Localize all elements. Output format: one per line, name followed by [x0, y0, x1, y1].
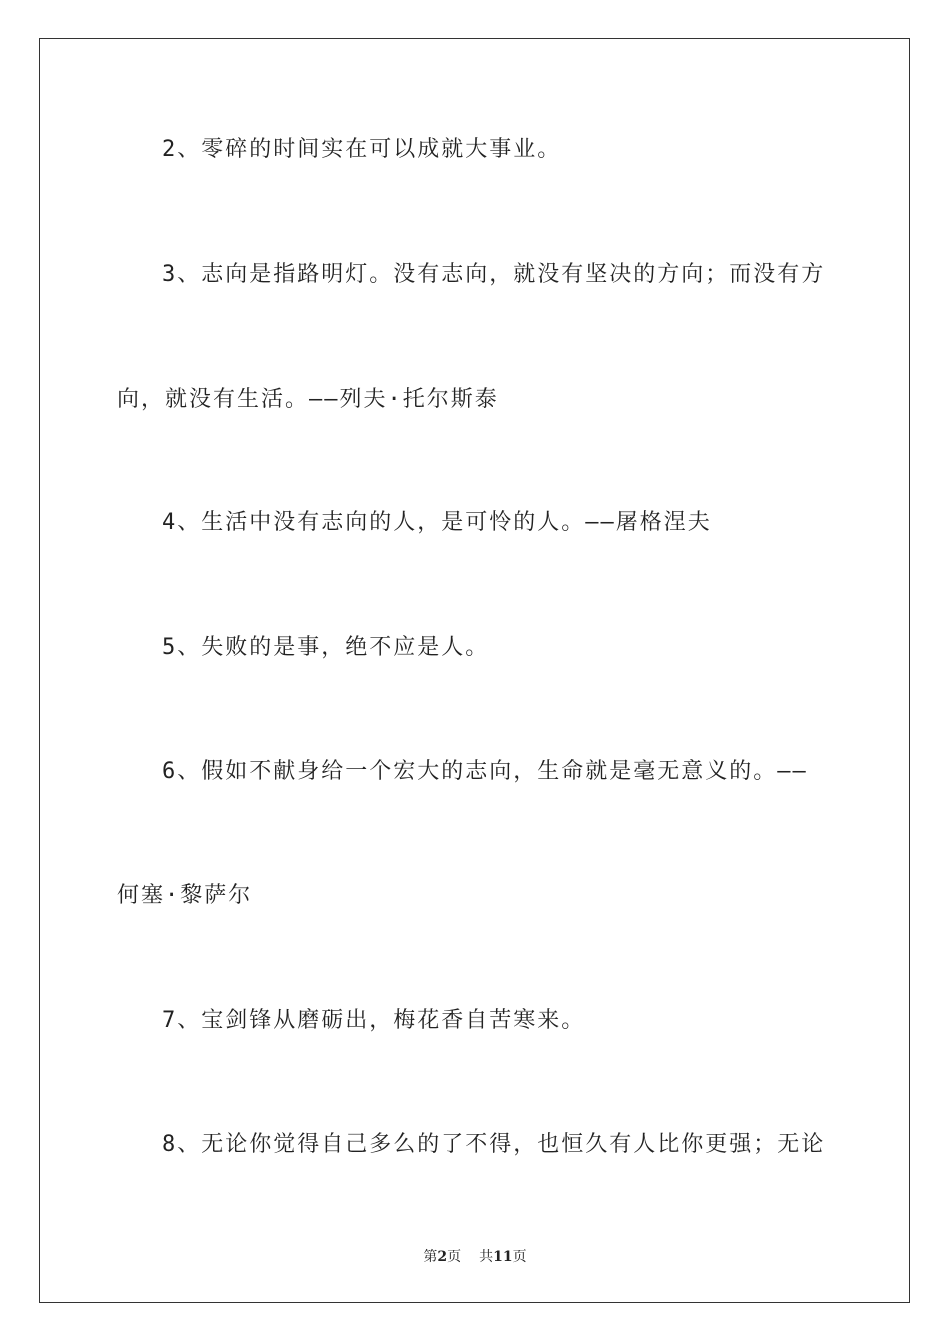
- page-suffix: 页: [447, 1249, 462, 1265]
- paragraph-line: 4、生活中没有志向的人，是可怜的人。——屠格涅夫: [162, 510, 712, 535]
- paragraph-line: 8、无论你觉得自己多么的了不得，也恒久有人比你更强；无论: [162, 1132, 826, 1157]
- total-suffix: 页: [512, 1249, 527, 1265]
- paragraph-line: 7、宝剑锋从磨砺出，梅花香自苦寒来。: [162, 1008, 586, 1033]
- paragraph-line: 2、零碎的时间实在可以成就大事业。: [162, 137, 562, 162]
- page-border: [39, 38, 910, 1303]
- page-number: 2: [437, 1249, 448, 1265]
- total-prefix: 共: [479, 1249, 494, 1265]
- paragraph-line: 3、志向是指路明灯。没有志向，就没有坚决的方向；而没有方: [162, 262, 826, 287]
- paragraph-line: 6、假如不献身给一个宏大的志向，生命就是毫无意义的。——: [162, 759, 808, 784]
- paragraph-line: 5、失败的是事，绝不应是人。: [162, 635, 490, 660]
- paragraph-line: 何塞·黎萨尔: [117, 883, 253, 908]
- total-pages: 11: [493, 1249, 513, 1265]
- page-prefix: 第: [423, 1249, 438, 1265]
- page-footer: [0, 1246, 950, 1266]
- paragraph-line: 向，就没有生活。——列夫·托尔斯泰: [117, 387, 499, 412]
